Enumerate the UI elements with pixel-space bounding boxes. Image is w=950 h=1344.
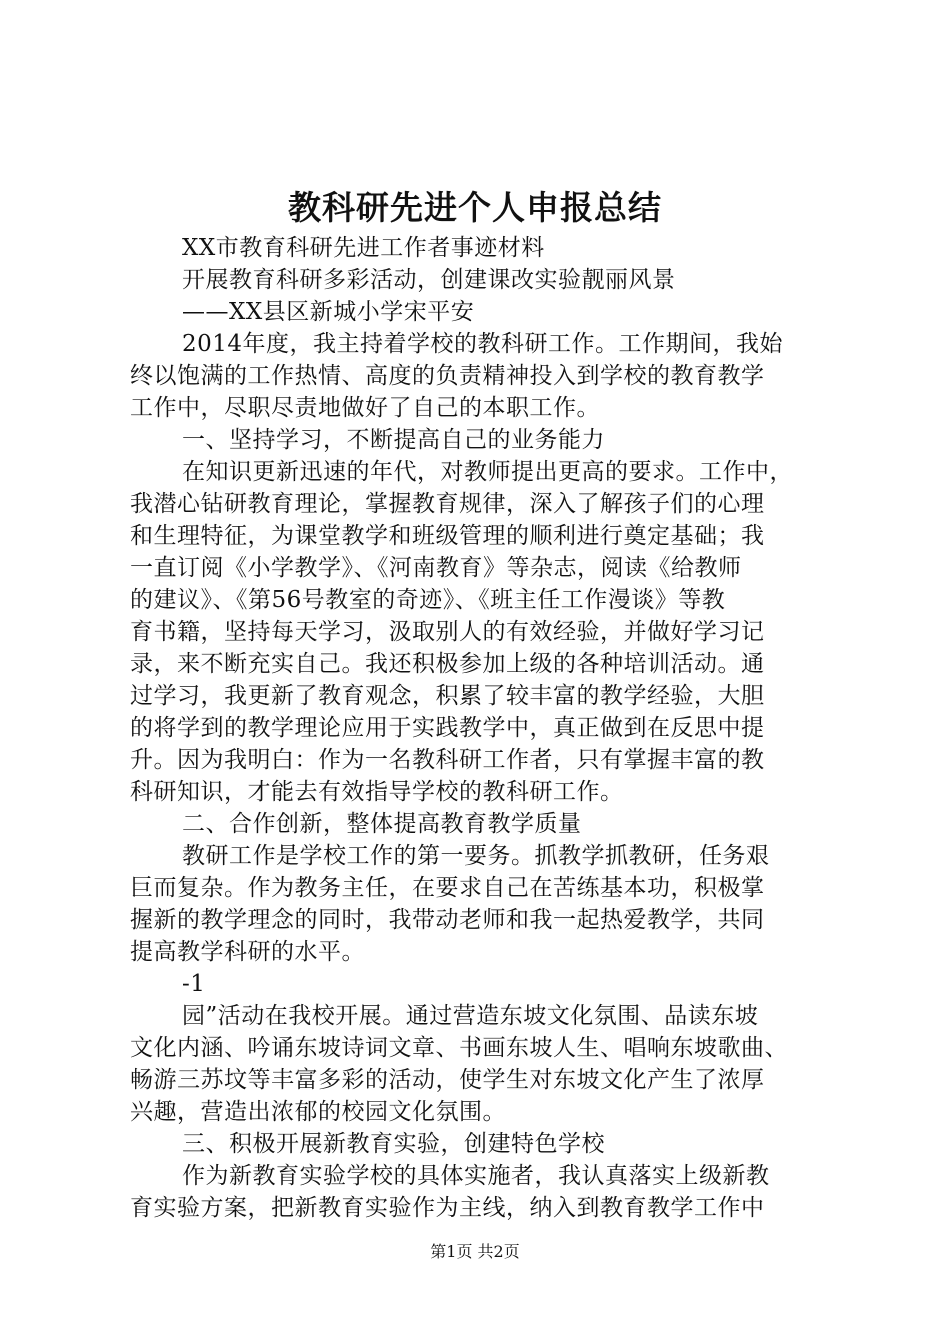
text-line: 提高教学科研的水平。 — [130, 939, 365, 965]
text-line: 三、积极开展新教育实验，创建特色学校 — [182, 1131, 605, 1157]
text-line: -1 — [182, 971, 206, 997]
text-line: 二、合作创新，整体提高教育教学质量 — [182, 811, 582, 837]
text-line: 文化内涵、吟诵东坡诗词文章、书画东坡人生、唱响东坡歌曲、 — [130, 1035, 788, 1061]
text-line: 一、坚持学习，不断提高自己的业务能力 — [182, 427, 605, 453]
text-line: 的将学到的教学理论应用于实践教学中，真正做到在反思中提 — [130, 715, 765, 741]
text-line: 握新的教学理念的同时，我带动老师和我一起热爱教学，共同 — [130, 907, 765, 933]
text-line: 科研知识，才能去有效指导学校的教科研工作。 — [130, 779, 624, 805]
text-line: 终以饱满的工作热情、高度的负责精神投入到学校的教育教学 — [130, 363, 765, 389]
text-line: 和生理特征，为课堂教学和班级管理的顺利进行奠定基础；我 — [130, 523, 765, 549]
document-title: 教科研先进个人申报总结 — [288, 188, 662, 227]
text-line: 畅游三苏坟等丰富多彩的活动，使学生对东坡文化产生了浓厚 — [130, 1067, 765, 1093]
text-line: 兴趣，营造出浓郁的校园文化氛围。 — [130, 1099, 506, 1125]
page-footer: 第1页 共2页 — [430, 1242, 520, 1261]
text-line: 育书籍，坚持每天学习，汲取别人的有效经验，并做好学习记 — [130, 619, 765, 645]
text-line: 我潜心钻研教育理论，掌握教育规律，深入了解孩子们的心理 — [130, 491, 765, 517]
text-line: 过学习，我更新了教育观念，积累了较丰富的教学经验，大胆 — [130, 683, 765, 709]
text-line: 录，来不断充实自己。我还积极参加上级的各种培训活动。通 — [130, 651, 765, 677]
document-body — [130, 232, 830, 1224]
text-line: 2014年度，我主持着学校的教科研工作。工作期间，我始 — [182, 331, 784, 357]
text-line: 巨而复杂。作为教务主任，在要求自己在苦练基本功，积极掌 — [130, 875, 765, 901]
text-line: 升。因为我明白：作为一名教科研工作者，只有掌握丰富的教 — [130, 747, 765, 773]
text-line: XX市教育科研先进工作者事迹材料 — [182, 235, 545, 261]
text-line: 在知识更新迅速的年代，对教师提出更高的要求。工作中， — [182, 459, 793, 485]
text-line: 的建议》、《第56号教室的奇迹》、《班主任工作漫谈》等教 — [130, 587, 726, 613]
text-line: ——XX县区新城小学宋平安 — [182, 299, 475, 325]
text-line: 一直订阅《小学教学》、《河南教育》等杂志，阅读《给教师 — [130, 555, 742, 581]
text-line: 作为新教育实验学校的具体实施者，我认真落实上级新教 — [182, 1163, 770, 1189]
text-line: 园”活动在我校开展。通过营造东坡文化氛围、品读东坡 — [182, 1003, 759, 1029]
text-line: 教研工作是学校工作的第一要务。抓教学抓教研，任务艰 — [182, 843, 770, 869]
text-line: 育实验方案，把新教育实验作为主线，纳入到教育教学工作中 — [130, 1195, 765, 1221]
text-line: 开展教育科研多彩活动，创建课改实验靓丽风景 — [182, 267, 676, 293]
text-line: 工作中，尽职尽责地做好了自己的本职工作。 — [130, 395, 600, 421]
